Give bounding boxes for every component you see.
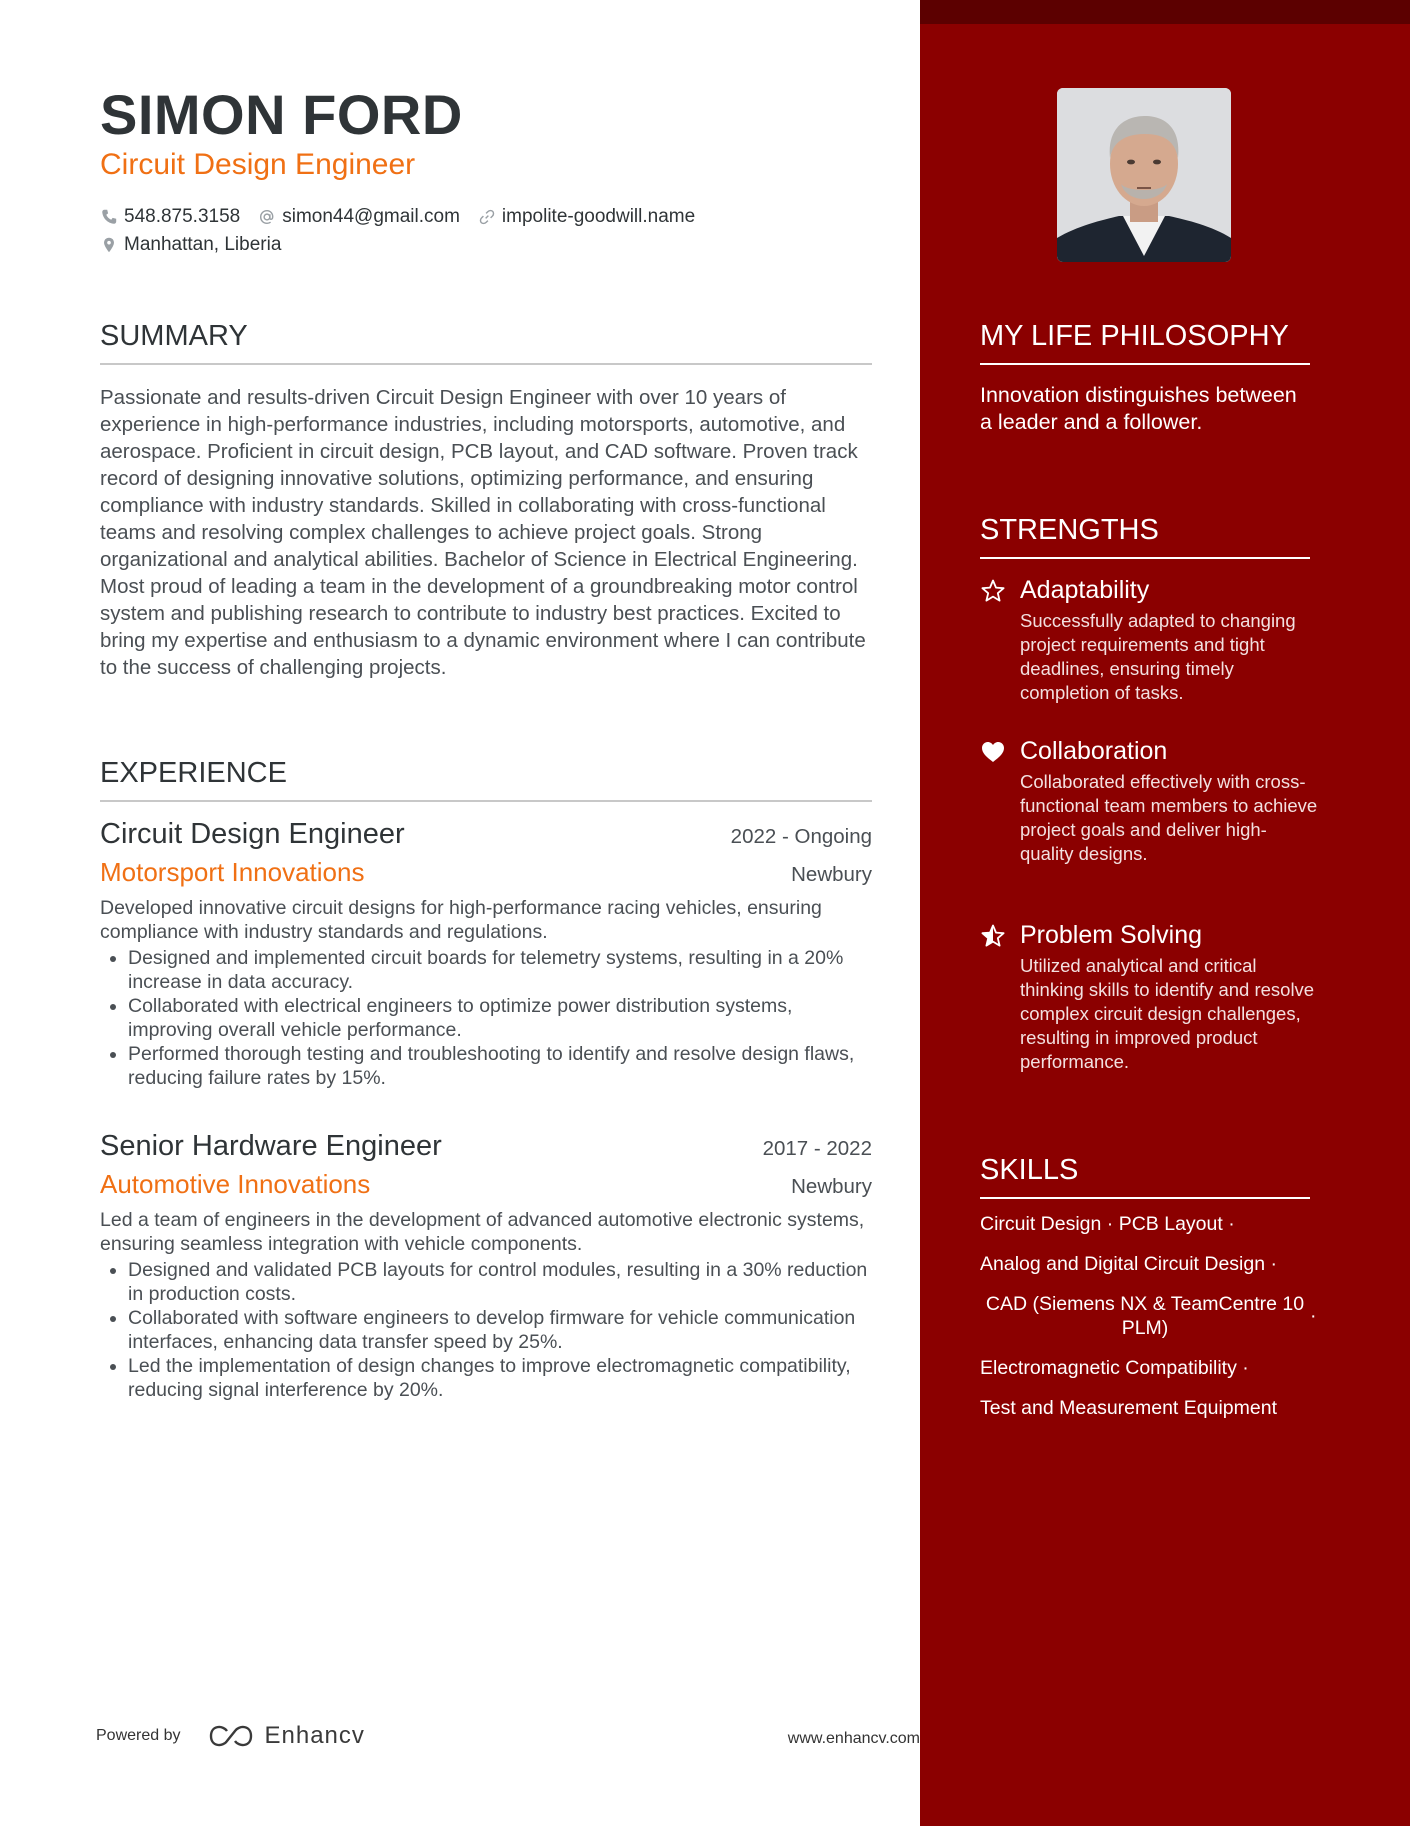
job-description: Led a team of engineers in the development of advanced automotive electronic systems, ensuring seamless integration with vehicle components. <box>100 1209 865 1255</box>
strength-item <box>980 921 1320 1074</box>
job-entry <box>100 1130 872 1402</box>
link-icon <box>478 208 496 226</box>
skill-separator: · <box>1242 1357 1249 1379</box>
job-bullets <box>100 946 872 1090</box>
star-outline-icon <box>980 578 1006 604</box>
at-sign-icon <box>258 208 276 226</box>
skill-item: CAD (Siemens NX & TeamCentre 10 PLM) <box>985 1293 1305 1339</box>
job-company: Motorsport Innovations <box>100 857 365 887</box>
location-pin-icon <box>100 236 118 254</box>
skills-heading: SKILLS <box>980 1154 1310 1199</box>
contact-email[interactable] <box>258 206 460 228</box>
job-bullets <box>100 1258 872 1402</box>
strength-description: Successfully adapted to changing project requirements and tight deadlines, ensuring timely completion of tasks. <box>1020 610 1296 703</box>
profile-photo <box>1057 88 1231 262</box>
star-half-icon <box>980 923 1006 949</box>
skill-item: Electromagnetic Compatibility <box>980 1357 1237 1379</box>
job-bullet: • Collaborated with software engineers to develop firmware for vehicle communication interfaces, enhancing data transfer speed by 25%. <box>128 1306 872 1354</box>
powered-by-text: Powered by <box>96 1727 181 1744</box>
skill-separator: · <box>1310 1305 1317 1327</box>
skill-item: Test and Measurement Equipment <box>980 1397 1277 1419</box>
skill-row <box>980 1292 1320 1340</box>
job-bullet: • Collaborated with electrical engineers to optimize power distribution systems, improving overall vehicle performance. <box>128 994 872 1042</box>
skill-row <box>980 1252 1320 1276</box>
job-dates: 2017 - 2022 <box>762 1137 872 1160</box>
job-bullet: • Designed and validated PCB layouts for control modules, resulting in a 30% reduction in production costs. <box>128 1258 872 1306</box>
strength-title: Problem Solving <box>1020 921 1203 949</box>
strength-title: Adaptability <box>1020 576 1150 604</box>
job-entry <box>100 818 872 1090</box>
sidebar-top-bar <box>920 0 1410 24</box>
strength-item <box>980 737 1320 866</box>
strength-description: Collaborated effectively with cross-functional team members to achieve project goals and deliver high-quality designs. <box>1020 771 1318 864</box>
location-text: Manhattan, Liberia <box>124 234 282 255</box>
contact-phone[interactable] <box>100 206 240 228</box>
skill-separator: · <box>1106 1213 1114 1235</box>
heart-icon <box>980 739 1006 765</box>
skill-item: Analog and Digital Circuit Design <box>980 1253 1266 1275</box>
job-bullet: • Performed thorough testing and troubleshooting to identify and resolve design flaws, reducing failure rates by 15%. <box>128 1042 872 1090</box>
skill-row <box>980 1212 1320 1236</box>
contact-website[interactable] <box>478 206 695 228</box>
skill-item: PCB Layout <box>1118 1213 1223 1235</box>
email-text: simon44@gmail.com <box>282 206 460 227</box>
phone-icon <box>100 208 118 226</box>
job-dates: 2022 - Ongoing <box>730 825 872 848</box>
website-text: impolite-goodwill.name <box>501 206 696 227</box>
skill-row <box>980 1356 1320 1380</box>
portrait-image <box>1057 88 1231 262</box>
job-bullet: • Led the implementation of design changes to improve electromagnetic compatibility, reducing signal interference by 20%. <box>128 1354 872 1402</box>
brand-name[interactable]: Enhancv <box>264 1722 365 1749</box>
job-description: Developed innovative circuit designs for high-performance racing vehicles, ensuring compliance with industry standards and regulations. <box>100 897 822 943</box>
job-bullet: • Designed and implemented circuit boards for telemetry systems, resulting in a 20% increase in data accuracy. <box>128 946 872 994</box>
job-location: Newbury <box>791 863 872 886</box>
philosophy-text: Innovation distinguishes between a leader and a follower. <box>980 383 1297 434</box>
skill-separator: · <box>1270 1253 1277 1275</box>
strengths-heading: STRENGTHS <box>980 514 1310 559</box>
contact-info <box>100 203 713 259</box>
contact-location <box>100 234 281 256</box>
skill-item: Circuit Design <box>980 1213 1102 1235</box>
candidate-name: SIMON FORD <box>100 83 463 146</box>
strength-description: Utilized analytical and critical thinking skills to identify and resolve complex circuit design challenges, resulting in improved product performance. <box>1020 955 1315 1072</box>
footer-powered-by <box>96 1722 365 1750</box>
skills-list <box>980 1212 1320 1436</box>
job-title: Circuit Design Engineer <box>100 818 405 850</box>
summary-text: Passionate and results-driven Circuit Design Engineer with over 10 years of experience in high-performance industries, including motorsports, automotive, and aerospace. Proficient in circuit design, PCB layout, and CAD software. Proven track record of designing innovative solutions, optimizing performance, and ensuring compliance with industry standards. Skilled in collaborating with cross-functional teams and resolving complex challenges to achieve project goals. Strong organizational and analytical abilities. Bachelor of Science in Electrical Engineering. Most proud of leading a team in the development of a groundbreaking motor control system and publishing research to contribute to industry best practices. Excited to bring my expertise and enthusiasm to a dynamic environment where I can contribute to the success of challenging projects. <box>100 386 866 679</box>
enhancv-logo-icon <box>207 1723 255 1749</box>
phone-text: 548.875.3158 <box>124 206 241 227</box>
job-title: Senior Hardware Engineer <box>100 1130 442 1162</box>
philosophy-heading: MY LIFE PHILOSOPHY <box>980 320 1310 365</box>
summary-heading: SUMMARY <box>100 320 872 365</box>
experience-heading: EXPERIENCE <box>100 757 872 802</box>
job-company: Automotive Innovations <box>100 1169 371 1199</box>
skill-separator: · <box>1228 1213 1235 1235</box>
skill-row <box>980 1396 1320 1420</box>
job-location: Newbury <box>791 1175 872 1198</box>
sidebar <box>920 0 1410 1826</box>
strength-title: Collaboration <box>1020 737 1168 765</box>
footer-website[interactable]: www.enhancv.com <box>787 1730 920 1747</box>
strength-item <box>980 576 1320 705</box>
candidate-title: Circuit Design Engineer <box>100 148 416 181</box>
